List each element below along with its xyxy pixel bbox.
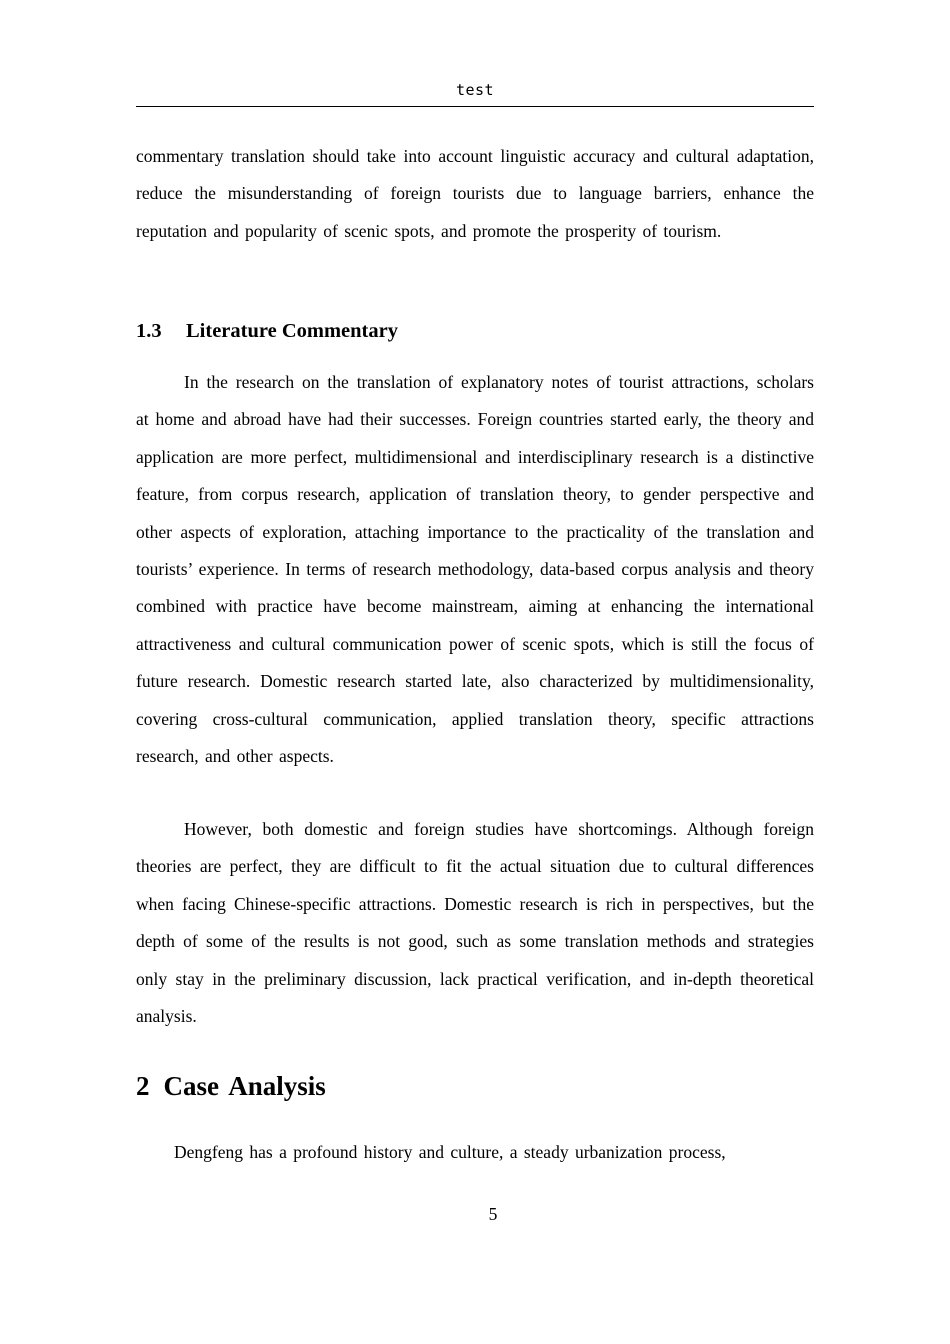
page-number: 5: [488, 1204, 498, 1224]
chapter-heading: [136, 1066, 326, 1106]
body-paragraph: commentary translation should take into account linguistic accuracy and cultural adaptation, reduce the misunderstanding of foreign tourists due to language barriers, enhance the reputation and popularity of scenic spots, and promote the prosperity of tourism.: [136, 146, 814, 241]
body-paragraph: However, both domestic and foreign studies have shortcomings. Although foreign theories are perfect, they are difficult to fit the actual situation due to cultural differences when facing Chinese-specific attractions. Domestic research is rich in perspectives, but the depth of some of the results is not good, such as some translation methods and strategies only stay in the preliminary discussion, lack practical verification, and in-depth theoretical analysis.: [136, 819, 814, 1027]
running-header: test: [455, 81, 495, 99]
body-paragraph: Dengfeng has a profound history and culture, a steady urbanization process,: [174, 1142, 726, 1162]
section-title: Literature Commentary: [186, 320, 398, 342]
chapter-title: Case Analysis: [163, 1071, 326, 1101]
chapter-number: 2: [136, 1071, 150, 1101]
section-number: 1.3: [136, 320, 162, 342]
header-divider: [136, 106, 814, 107]
body-paragraph: In the research on the translation of explanatory notes of tourist attractions, scholars at home and abroad have had their successes. Foreign countries started early, the theory and application are more perfect, multidimensional and interdisciplinary research is a distinctive feature, from corpus research, application of translation theory, to gender perspective and other aspects of exploration, attaching importance to the practicality of the translation and tourists’ experience. In terms of research methodology, data-based corpus analysis and theory combined with practice have become mainstream, aiming at enhancing the international attractiveness and cultural communication power of scenic spots, which is still the focus of future research. Domestic research started late, also characterized by multidimensionality, covering cross-cultural communication, applied translation theory, specific attractions research, and other aspects.: [136, 372, 814, 767]
section-heading: [136, 316, 398, 346]
